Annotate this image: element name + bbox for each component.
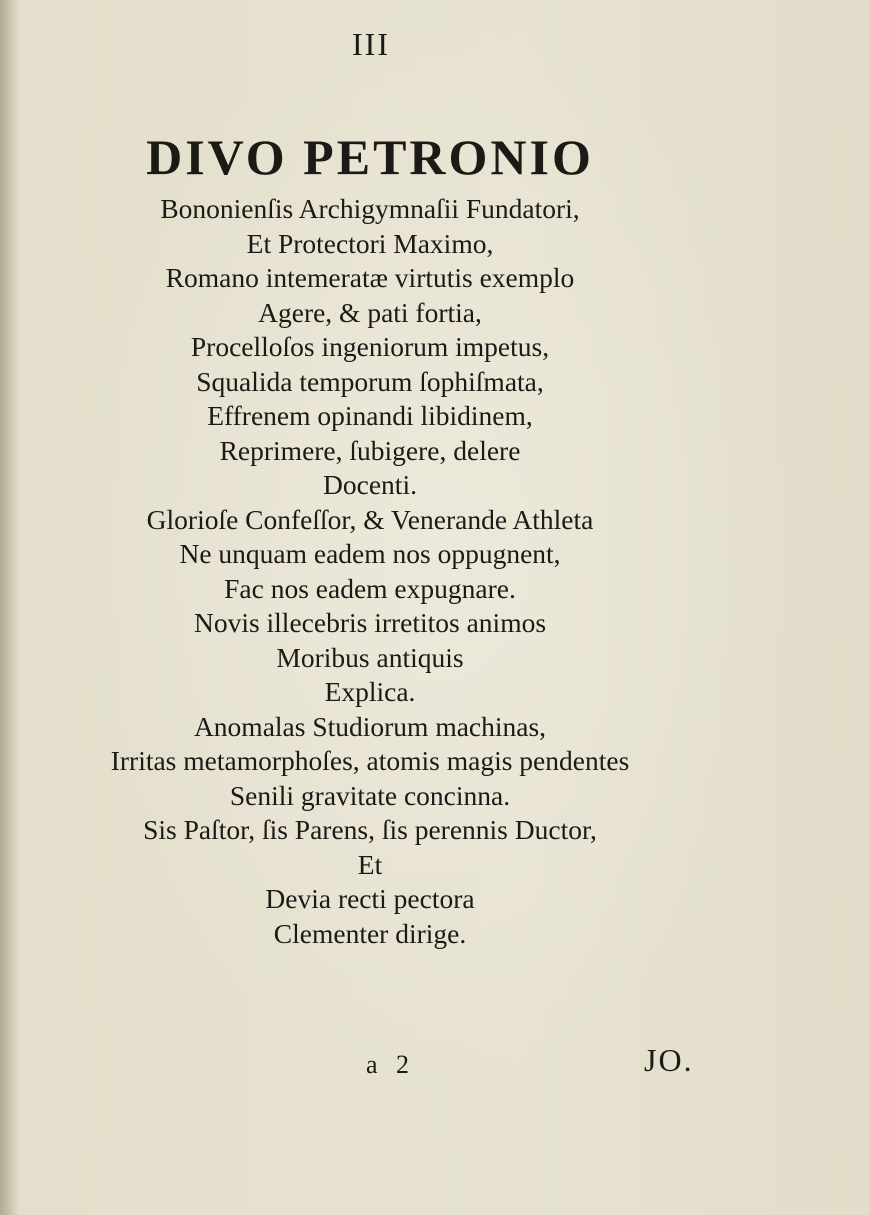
text-line: Reprimere, ſubigere, delere — [219, 434, 521, 466]
text-line: Senili gravitate concinna. — [229, 779, 511, 811]
text-line: Anomalas Studiorum machinas, — [193, 710, 547, 742]
dedication-text — [0, 192, 740, 951]
text-line: Clementer dirige. — [273, 917, 467, 949]
text-line: Explica. — [324, 676, 416, 707]
dedication-title: DIVO PETRONIO — [146, 129, 594, 185]
text-line: Bononienſis Archigymnaſii Fundatori, — [160, 193, 580, 224]
text-line: Romano intemeratæ virtutis exemplo — [165, 262, 575, 293]
text-line: Ne unquam eadem nos oppugnent, — [179, 538, 561, 569]
text-line: Docenti. — [323, 469, 417, 500]
text-line: Effrenem opinandi libidinem, — [207, 400, 533, 431]
catchword: JO. — [644, 1042, 694, 1078]
text-line: Et — [357, 848, 383, 880]
text-line: Agere, & pati fortia, — [258, 296, 482, 328]
text-line: Novis illecebris irretitos animos — [193, 607, 547, 638]
text-line: Squalida temporum ſophiſmata, — [196, 365, 544, 397]
text-line: Irritas metamorphoſes, atomis magis pendentes — [110, 745, 630, 776]
text-line: Et Protectori Maximo, — [246, 227, 494, 259]
text-line: Sis Paſtor, ſis Parens, ſis perennis Ductor, — [143, 814, 597, 845]
text-line: Fac nos eadem expugnare. — [224, 572, 516, 604]
text-line: Procelloſos ingeniorum impetus, — [190, 331, 550, 362]
text-line: Devia recti pectora — [265, 883, 475, 914]
text-line: Glorioſe Confeſſor, & Venerande Athleta — [146, 503, 594, 535]
page-number: III — [352, 26, 390, 62]
signature-mark: a 2 — [366, 1050, 416, 1079]
text-line: Moribus antiquis — [276, 641, 464, 673]
